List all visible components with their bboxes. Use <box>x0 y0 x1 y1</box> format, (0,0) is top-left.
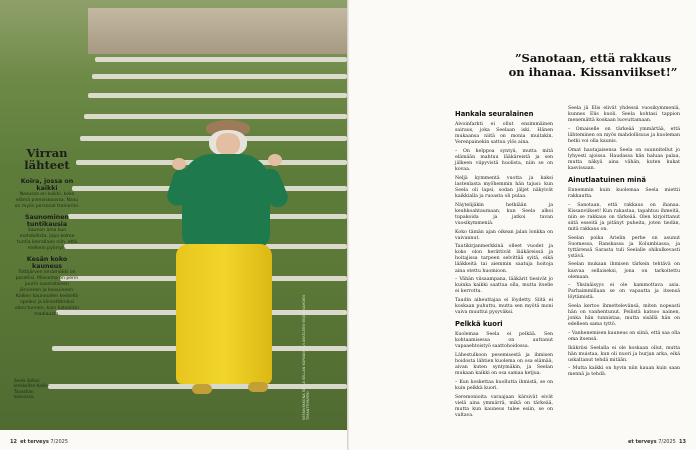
sidebar-box <box>14 147 80 318</box>
right-fist <box>268 154 282 166</box>
photo-caption: Seela Sellan lenkkeilee Kallio-Tavastian koivuissa. <box>14 378 50 399</box>
portrait-photo <box>0 0 347 430</box>
body-paragraph: Seelan poika Arielin perhe on asunut Suomessa, Ranskassa ja Kolumbiassa, ja tyttärensä Sarasta tuli Seelalle ohikulkevasti ystävä. <box>568 235 680 259</box>
woman-figure <box>168 112 288 412</box>
sidebar-heading: Koira, jossa on kaikki <box>20 178 74 192</box>
sidebar-text: Nasussa on kaikki, koko elämä pienoiskoossa. Nasu on myös personal trainerini. <box>14 192 80 209</box>
body-paragraph: Näytelijäkin hetkiään ja keuhkoahtaumaan, kun Seela alkoi tupakoida ja jatkoi tavan vuosikymmeniä. <box>455 202 553 226</box>
body-paragraph: – Yksinäisyys ei ole kammottava asia. Parhaimmillaan se on vapautta ja itsensä löytämistä. <box>568 283 680 301</box>
left-page <box>0 0 347 450</box>
body-paragraph: Seela kertoo ihmettelevänsä, miten nopeasti hän on vanhentunut. Peilistä katsoo nainen, jonka hän tunnistaa, mutta sisällä hän on edelleen sama tyttö. <box>568 304 680 328</box>
body-paragraph: – Vähän viisaampana, lääkärit tiesivät jo kuinka kaikki saattaa olla, mutta itselle ei kerrottu. <box>455 277 553 295</box>
article-column-2 <box>568 106 680 381</box>
body-paragraph: Seela jä Elis elivät yhdessä vuosikymmeniä, kunnes Elis kuoli. Seela kohtasi tappion menemättä koskaan luovuttamaan. <box>568 106 680 124</box>
body-paragraph: Lähestulkoon pesemisestä ja ihmisen hoidosta lähtien kuolema on osa elämää, aivan kuten syntymäkin, ja Seelan mukaan kaikki on osa samaa ketjua. <box>455 353 553 377</box>
body-paragraph: Ikäkriisi Seelalla ei ole koskaan ollut, mutta hän muistaa, kun oli nuori ja hurjan arka, eikä uskaltanut tehdä mitään. <box>568 345 680 363</box>
section-heading: Hankala seuralainen <box>455 110 534 118</box>
yellow-trousers <box>176 244 272 384</box>
face <box>216 133 240 155</box>
body-paragraph: – Vanhenemisen kauneus on siinä, että saa olla oma itsensä. <box>568 330 680 342</box>
pull-quote: ”Sanotaan, että rakkaus on ihanaa. Kissanviikset!” <box>508 51 678 79</box>
page-number: 12 <box>10 439 17 445</box>
body-paragraph: – On helppoa syntyä, mutta mitä elämään mahtuu lääkäreistä ja sen jälkeen viipyvistä huolista, niin se on kovaa. <box>455 148 553 173</box>
photo-credit: KESKIVIIKKONA SEELA SELLAN KORVAN KIVI ASKELEEN VIIDEN KAHDEN TIMANTTIPAPERI <box>302 295 310 420</box>
stone-wall <box>88 8 347 54</box>
sidebar-heading: Kesän koko kauneus <box>26 256 68 270</box>
section-heading: Ainutlaatuinen minä <box>568 175 646 184</box>
body-paragraph: Taudin aiheuttajaa ei löydetty. Siitä ei koskaan puhuttu, mutta sen myötä moni vaiva muuttui pysyväksi. <box>455 297 553 316</box>
body-paragraph: Omat hautajaisensa Seela on suunnitellut jo lyhyesti ajoissa. Haudassa hän haluaa palaa, mutta näkyä aina vähän, kuten kukat kasvissaan. <box>568 147 680 171</box>
left-shoe <box>192 384 212 394</box>
green-sweater <box>182 154 270 250</box>
page-number: 13 <box>679 439 686 445</box>
body-paragraph: Koko tämän ajan oikean jalan lonkka on vaivannut. <box>455 229 553 241</box>
amphitheater-step <box>92 74 347 79</box>
right-page <box>349 0 696 450</box>
amphitheater-step <box>95 57 347 62</box>
body-paragraph: Seremonioita varaajaan kärsivät eivät vielä aina ymmärrä, mikä on tärkeää, mutta kun kauneus tulee esiin, se on valtava. <box>455 394 553 418</box>
body-paragraph: Ennemmin kuin kuolemaa Seela miettii rakkautta. <box>568 187 680 200</box>
section-heading: Pelkkä kuori <box>455 320 503 329</box>
right-footer <box>628 439 686 445</box>
sidebar-text: Saunon aina kun mahdollista, jopa kolme tuntia kerrallaan niin, että melkein pyörryn. <box>17 228 77 251</box>
body-paragraph: Kuolemaa Seela ei pelkää. Sen kohtaamisessa on auttanut vapaaehtoistyö saattohoidossa. <box>455 332 553 350</box>
sidebar-title: Virran lähteet <box>24 146 70 172</box>
issue-number: 7/2025 <box>658 439 676 445</box>
left-fist <box>172 158 186 170</box>
body-paragraph: – Sanotaan, että rakkaus on ihanaa. Kissanviikset! Kun rakastaa, tapahtuu ihmeitä, niin se rakkaus on tärkeää. Olen kirjoittanut siitä esseitä ja pitänyt puheita, joten tiedän, mitä rakkaus on. <box>568 202 680 232</box>
left-footer <box>10 439 68 445</box>
body-paragraph: – Omaiselle on tärkeää ymmärtää, että lähteminen on myös mahdollisuus ja kuoleman hetki voi olla kaunis. <box>568 126 680 144</box>
sidebar-heading: Saunominen tuntikausia <box>24 214 70 228</box>
body-paragraph: Neljä kymmentä vuotta ja kaksi lastenlasta myöhemmin hän tajusi: kun Seela oli lapsi, sodan jäljet näkyivät kaikkialla ja ruoasta oli pulaa. <box>455 175 553 200</box>
magazine-brand: et terveys <box>628 439 657 445</box>
body-paragraph: – Kun koskettaa kuollutta ihmistä, se on kuin pelkkä kuori. <box>455 379 553 391</box>
body-paragraph: Seelan mukaan ihmisen tärkein tehtävä on kasvaa sellaiseksi, jona on tarkoitettu olemaan. <box>568 262 680 280</box>
article-column-1 <box>455 106 553 421</box>
amphitheater-step <box>88 93 347 98</box>
right-shoe <box>248 382 268 392</box>
body-paragraph: Tautikirjanmerkkinä olleet vuodet ja koko olon herättivät lääkäreissä ja hoitajissa tarpeen selvittää syitä, eikä lääkkeitä tai aiemmin saatuja hoitoja aina otettu huomioon. <box>455 244 553 274</box>
magazine-brand: et terveys <box>20 439 49 445</box>
body-paragraph: – Mutta kaikki on hyvin niin kauan kuin saan mennä ja tehdä. <box>568 366 680 378</box>
sidebar-text: Tottijärven kesämökki on paratiisi. Maisema on perin juurin suomalainen järvineen ja koivuineen. Kaiken kauneuden keskellä ripeiksi ja kiireettömiksi oloni tunnen, kuin katselisin maalausta. <box>14 270 80 317</box>
body-paragraph: Aivoinfarkti ei ollut ensimmäinen sairaus, joka Seelaan iski. Hänen mukaansa niitä on monia muitakin. Verenpainekin sattuu ylös aina. <box>455 122 553 146</box>
issue-number: 7/2025 <box>50 439 68 445</box>
